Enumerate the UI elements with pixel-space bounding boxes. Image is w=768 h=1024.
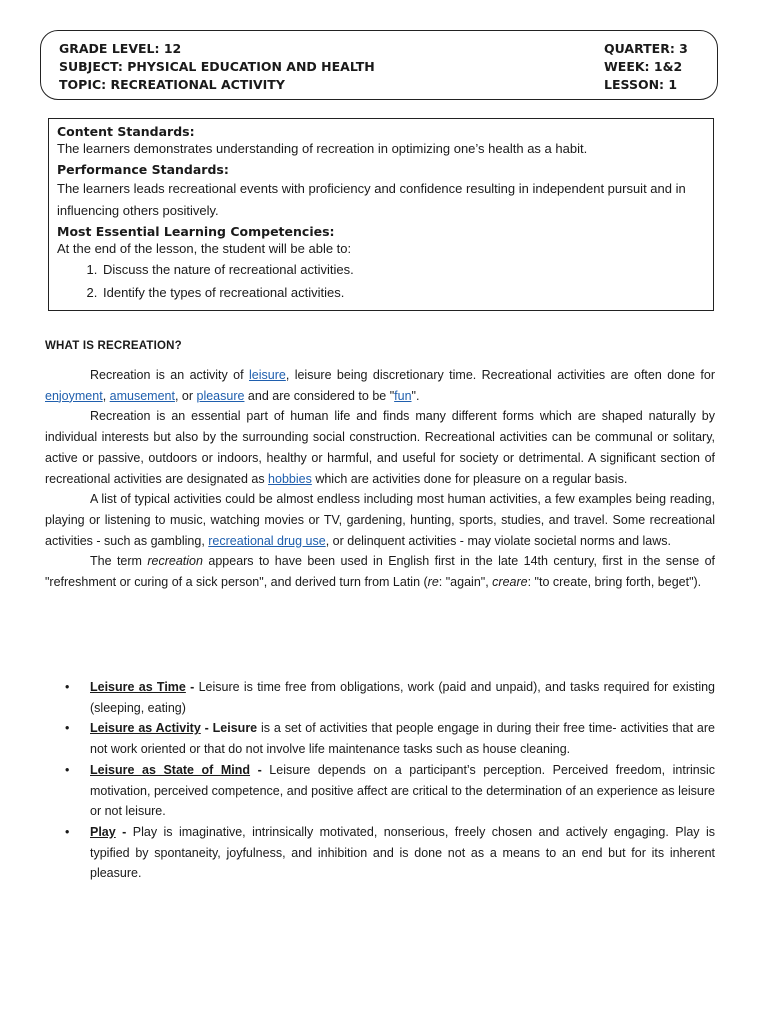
header-right <box>604 40 688 94</box>
link-hobbies[interactable]: hobbies <box>268 471 312 486</box>
competency-item: 2. Identify the types of recreational activities. <box>101 281 705 304</box>
link-amusement[interactable]: amusement <box>109 388 175 403</box>
bullet-dot: • <box>65 762 70 777</box>
bullet-term: Play <box>90 824 116 839</box>
content-standards-text: The learners demonstrates understanding of recreation in optimizing one’s health as a habit. <box>57 141 588 156</box>
link-leisure[interactable]: leisure <box>249 368 286 382</box>
lesson: LESSON: 1 <box>604 77 678 92</box>
link-enjoyment[interactable]: enjoyment <box>45 388 103 403</box>
list-item: • Leisure as Activity - Leisure is a set of activities that people engage in during their free time- activities that are not work oriented or that do not involve life maintenance tasks such as house cleaning. <box>45 718 715 759</box>
header-box <box>40 30 718 100</box>
header-left <box>59 40 375 94</box>
list-item: • Play - Play is imaginative, intrinsically motivated, nonserious, freely chosen and actively engaging. Play is typified by spontaneity, joyfulness, and inhibition and is done not as a means to an end but for its inherent pleasure. <box>45 822 715 884</box>
content-standards-heading: Content Standards: <box>57 124 195 139</box>
topic: TOPIC: RECREATIONAL ACTIVITY <box>59 77 285 92</box>
bullet-extra: Leisure <box>212 721 258 736</box>
bullet-term: Leisure as State of Mind <box>90 762 251 777</box>
paragraph-etymology: The term recreation appears to have been used in English first in the late 14th century, first in the sense of "refreshment or curing of a sick person", and derived turn from Latin (re: "again", creare: "to create, bring forth, beget"). <box>45 554 715 590</box>
bullet-text: Leisure depends on a participant’s perception. Perceived freedom, intrinsic motivation, perceived competence, and positive affect are critical to the determination of an experience as leisure or not leisure. <box>90 762 716 819</box>
competencies-heading: Most Essential Learning Competencies: <box>57 224 335 239</box>
link-pleasure[interactable]: pleasure <box>196 388 245 403</box>
bullet-dot: • <box>65 721 70 736</box>
bullet-dot: • <box>65 680 70 694</box>
section-title: WHAT IS RECREATION? <box>45 340 182 352</box>
link-fun[interactable]: fun <box>394 388 412 403</box>
link-recreational-drug-use[interactable]: recreational drug use <box>208 533 326 548</box>
body-text <box>45 365 715 593</box>
leisure-bullets <box>45 677 715 884</box>
list-item: • Leisure as State of Mind - Leisure depends on a participant’s perception. Perceived freedom, intrinsic motivation, perceived competence, and positive affect are critical to the determination of an experience as leisure or not leisure. <box>45 760 715 822</box>
bullet-term: Leisure as Activity <box>90 721 201 736</box>
competencies-intro: At the end of the lesson, the student will be able to: <box>57 241 352 256</box>
bullet-text: Leisure is time free from obligations, work (paid and unpaid), and tasks required for existing (sleeping, eating) <box>90 680 716 715</box>
bullet-text: is a set of activities that people engage in during their free time- activities that are not work oriented or that do not involve life maintenance tasks such as house cleaning. <box>90 721 715 757</box>
bullet-term: Leisure as Time <box>90 680 186 694</box>
paragraph-definition: Recreation is an activity of leisure, leisure being discretionary time. Recreational activities are often done for enjoyment, amusement, or pleasure and are considered to be "fun". <box>45 368 715 403</box>
week: WEEK: 1&2 <box>604 59 683 74</box>
quarter: QUARTER: 3 <box>604 41 688 56</box>
bullet-dot: • <box>65 824 70 839</box>
grade-level: GRADE LEVEL: 12 <box>59 41 182 56</box>
competencies-list <box>57 258 705 304</box>
competency-item: 1. Discuss the nature of recreational activities. <box>101 258 705 281</box>
paragraph-forms: Recreation is an essential part of human life and finds many different forms which are shaped naturally by individual interests but also by the surrounding social construction. Recreational activities can be communal or solitary, active or passive, outdoors or indoors, healthy or harmful, and useful for society or detrimental. A significant section of recreational activities are designated as hobbies which are activities done for pleasure on a regular basis. <box>45 409 715 486</box>
bullet-text: Play is imaginative, intrinsically motivated, nonserious, freely chosen and actively engaging. Play is typified by spontaneity, joyfulness, and inhibition and is done not as a means to an end but for its inherent pleasure. <box>90 824 716 881</box>
performance-standards-text: The learners leads recreational events with proficiency and confidence resulting in independent pursuit and in influencing others positively. <box>57 181 686 218</box>
performance-standards-heading: Performance Standards: <box>57 162 229 177</box>
standards-box <box>48 118 714 311</box>
subject: SUBJECT: PHYSICAL EDUCATION AND HEALTH <box>59 59 375 74</box>
list-item: • Leisure as Time - Leisure is time free from obligations, work (paid and unpaid), and tasks required for existing (sleeping, eating) <box>45 677 715 718</box>
paragraph-examples: A list of typical activities could be almost endless including most human activities, a few examples being reading, playing or listening to music, watching movies or TV, gardening, hunting, sports, studies, and travel. Some recreational activities - such as gambling, recreational drug use, or delinquent activities - may violate societal norms and laws. <box>45 492 715 548</box>
